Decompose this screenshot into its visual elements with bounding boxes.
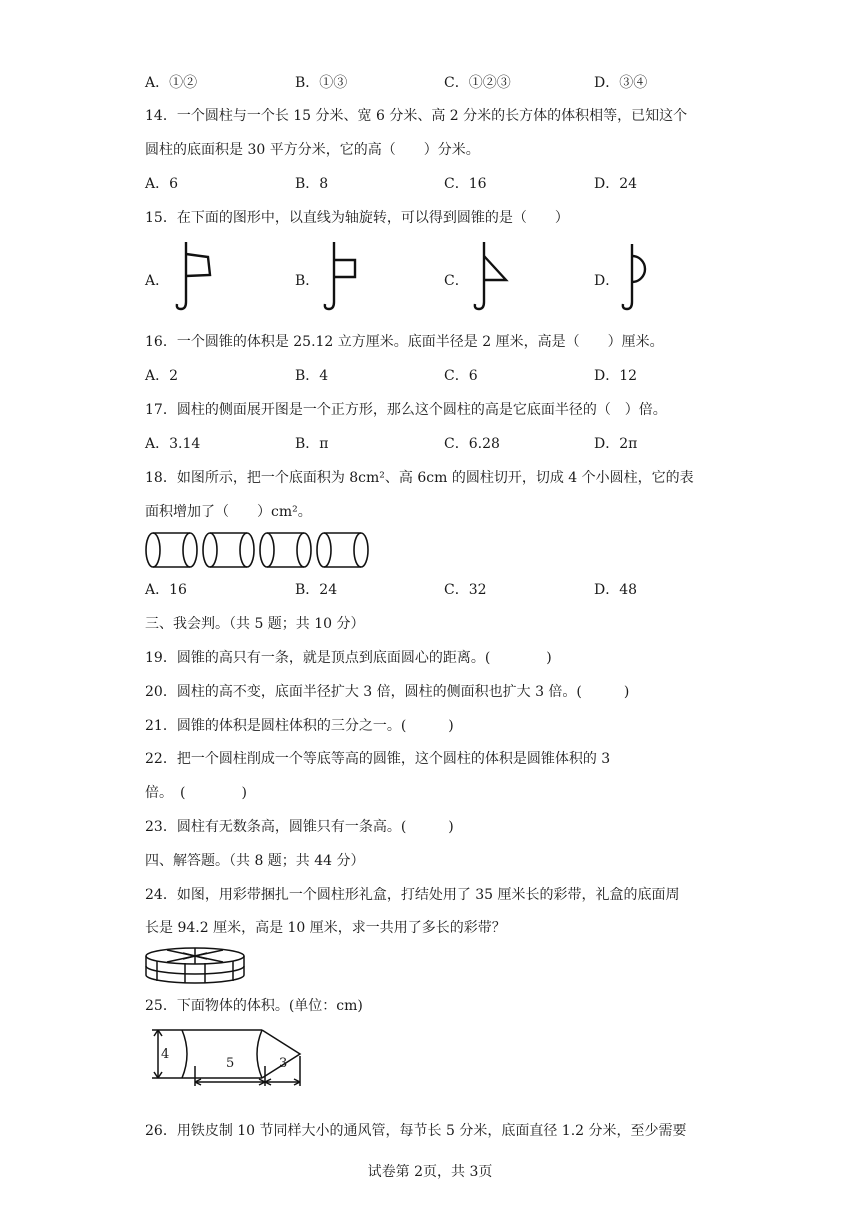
dimension-height-label: 4 bbox=[161, 1047, 170, 1062]
question-17-line1: 17．圆柱的侧面展开图是一个正方形，那么这个圆柱的高是它底面半径的（ ）倍。 bbox=[145, 402, 667, 418]
question-24-line2: 长是 94.2 厘米，高是 10 厘米，求一共用了多长的彩带？ bbox=[145, 920, 506, 936]
option-b: B．4 bbox=[295, 368, 329, 384]
question-25-line1: 25．下面物体的体积。(单位：cm) bbox=[145, 998, 363, 1014]
option-c: C．6.28 bbox=[444, 436, 500, 452]
flag-semicircle-figure bbox=[620, 240, 666, 312]
question-21: 21．圆锥的体积是圆柱体积的三分之一。( ) bbox=[145, 718, 454, 734]
option-d: D．48 bbox=[594, 582, 638, 598]
dimension-length-label: 5 bbox=[226, 1056, 235, 1071]
question-19: 19．圆锥的高只有一条，就是顶点到底面圆心的距离。( ) bbox=[145, 650, 552, 666]
flag-square-figure bbox=[322, 240, 368, 312]
option-c: C．32 bbox=[444, 582, 487, 598]
question-15-line1: 15．在下面的图形中，以直线为轴旋转，可以得到圆锥的是（ ） bbox=[145, 210, 569, 226]
section-3-heading: 三、我会判。（共 5 题；共 10 分） bbox=[145, 616, 365, 632]
question-20: 20．圆柱的高不变，底面半径扩大 3 倍，圆柱的侧面积也扩大 3 倍。( ) bbox=[145, 684, 630, 700]
option-c: C．①②③ bbox=[444, 75, 511, 91]
question-23: 23．圆柱有无数条高，圆锥只有一条高。( ) bbox=[145, 819, 454, 835]
option-a: A． bbox=[145, 273, 170, 289]
option-a: A．2 bbox=[145, 368, 179, 384]
option-a: A．3.14 bbox=[145, 436, 201, 452]
question-16-line1: 16．一个圆锥的体积是 25.12 立方厘米。底面半径是 2 厘米，高是（ ）厘米。 bbox=[145, 334, 664, 350]
question-14-line2: 圆柱的底面积是 30 平方分米，它的高（ ）分米。 bbox=[145, 142, 480, 158]
dimension-tip-label: 3 bbox=[279, 1056, 288, 1071]
option-d: D． bbox=[594, 273, 620, 289]
option-a: A．16 bbox=[145, 582, 187, 598]
flag-triangle-figure bbox=[472, 240, 518, 312]
question-22-line1: 22．把一个圆柱削成一个等底等高的圆锥，这个圆柱的体积是圆锥体积的 3 bbox=[145, 751, 611, 767]
gift-box-cylinder-figure bbox=[143, 945, 247, 987]
option-d: D．24 bbox=[594, 176, 638, 192]
section-4-heading: 四、解答题。（共 8 题；共 44 分） bbox=[145, 853, 365, 869]
question-18-line1: 18．如图所示，把一个底面积为 8cm²、高 6cm 的圆柱切开，切成 4 个小圆柱，它的表 bbox=[145, 470, 694, 486]
question-26-line1: 26．用铁皮制 10 节同样大小的通风管，每节长 5 分米，底面直径 1.2 分米，至少需要 bbox=[145, 1123, 687, 1139]
option-d: D．③④ bbox=[594, 75, 648, 91]
question-18-line2: 面积增加了（ ）cm²。 bbox=[145, 504, 312, 520]
option-c: C．6 bbox=[444, 368, 478, 384]
option-a: A．①② bbox=[145, 75, 198, 91]
flag-rectangle-figure bbox=[174, 240, 220, 312]
option-a: A．6 bbox=[145, 176, 179, 192]
option-b: B．①③ bbox=[295, 75, 348, 91]
question-14-line1: 14．一个圆柱与一个长 15 分米、宽 6 分米、高 2 分米的长方体的体积相等，已知这个 bbox=[145, 108, 688, 124]
option-b: B．8 bbox=[295, 176, 329, 192]
question-22-line2: 倍。 ( ) bbox=[145, 785, 247, 801]
question-24-line1: 24．如图，用彩带捆扎一个圆柱形礼盒，打结处用了 35 厘米长的彩带，礼盒的底面周 bbox=[145, 887, 680, 903]
option-d: D．12 bbox=[594, 368, 638, 384]
option-b: B． bbox=[295, 273, 320, 289]
option-c: C．16 bbox=[444, 176, 487, 192]
option-c: C． bbox=[444, 273, 469, 289]
page-footer: 试卷第 2页，共 3页 bbox=[367, 1164, 493, 1180]
four-cylinders-figure bbox=[144, 529, 372, 571]
option-b: B．π bbox=[295, 436, 329, 452]
option-b: B．24 bbox=[295, 582, 338, 598]
option-d: D．2π bbox=[594, 436, 638, 452]
